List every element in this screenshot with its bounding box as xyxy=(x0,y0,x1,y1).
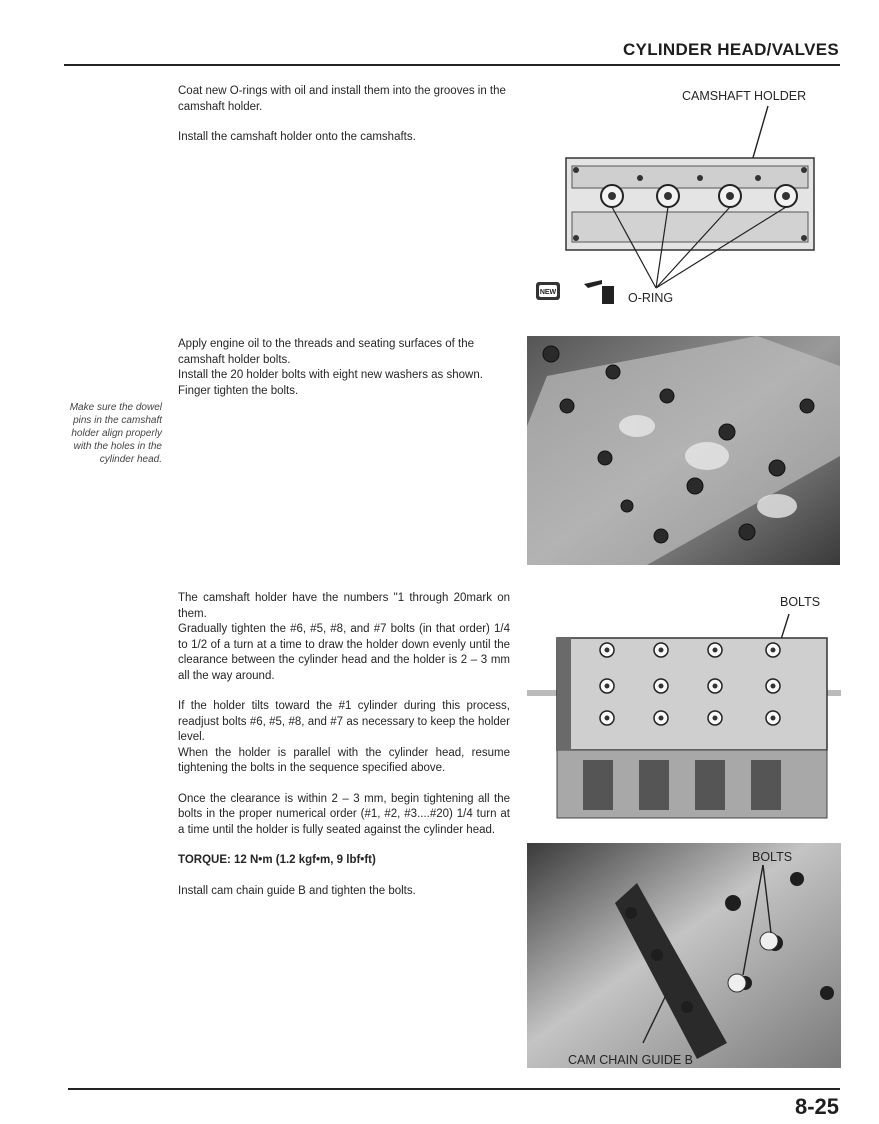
camshaft-holder-label: CAMSHAFT HOLDER xyxy=(682,89,807,103)
bolts-label-1: BOLTS xyxy=(780,595,821,609)
paragraph: The camshaft holder have the numbers "1 through 20mark on them. xyxy=(178,592,510,620)
section-3-text xyxy=(178,591,510,899)
camshaft-holder-figure xyxy=(528,100,843,315)
footer-rule xyxy=(68,1088,840,1090)
header-rule xyxy=(64,64,840,66)
o-ring-label: O-RING xyxy=(628,291,674,305)
cam-chain-guide-photo xyxy=(527,843,841,1068)
cam-chain-guide-b-label: CAM CHAIN GUIDE B xyxy=(568,1053,694,1067)
new-badge: NEW xyxy=(539,289,557,296)
torque-spec: TORQUE: 12 N•m (1.2 kgf•m, 9 lbf•ft) xyxy=(178,854,376,866)
paragraph: Gradually tighten the #6, #5, #8, and #7 bolts (in that order) 1/4 to 1/2 of a turn at a time to draw the holder down evenly until the clearance between the cylinder head and the holder is 2 – 3 mm all the way around. xyxy=(178,623,510,682)
paragraph: Coat new O-rings with oil and install them into the grooves in the camshaft holder. xyxy=(178,85,506,113)
paragraph: Install cam chain guide B and tighten the bolts. xyxy=(178,884,416,897)
paragraph: If the holder tilts toward the #1 cylinder during this process, readjust bolts #6, #5, #8, and #7 as necessary to keep the holder level. xyxy=(178,700,510,743)
section-1-text xyxy=(178,84,510,146)
new-part-icon xyxy=(536,282,560,300)
margin-note: Make sure the dowel pins in the camshaft holder align properly with the holes in the cylinder head. xyxy=(69,402,162,465)
paragraph: Install the 20 holder bolts with eight new washers as shown. xyxy=(178,369,483,381)
paragraph: Install the camshaft holder onto the camshafts. xyxy=(178,131,416,143)
page-number: 8-25 xyxy=(794,1094,839,1119)
paragraph: When the holder is parallel with the cylinder head, resume tightening the bolts in the sequence specified above. xyxy=(178,746,510,774)
paragraph: Once the clearance is within 2 – 3 mm, begin tightening all the bolts in the proper numerical order (#1, #2, #3....#20) 1/4 turn at a time until the holder is fully seated against the cylinder head. xyxy=(178,792,510,836)
page-header-title: CYLINDER HEAD/VALVES xyxy=(622,40,839,59)
paragraph: Apply engine oil to the threads and seating surfaces of the camshaft holder bolts. xyxy=(178,338,475,366)
bolts-label-2: BOLTS xyxy=(752,850,793,864)
paragraph: Finger tighten the bolts. xyxy=(178,384,299,397)
camshaft-holder-image xyxy=(566,158,814,250)
section-2-text xyxy=(178,337,510,399)
oil-can-icon xyxy=(584,280,614,304)
bolts-figure xyxy=(527,610,841,820)
holder-bolts-photo xyxy=(527,336,840,565)
